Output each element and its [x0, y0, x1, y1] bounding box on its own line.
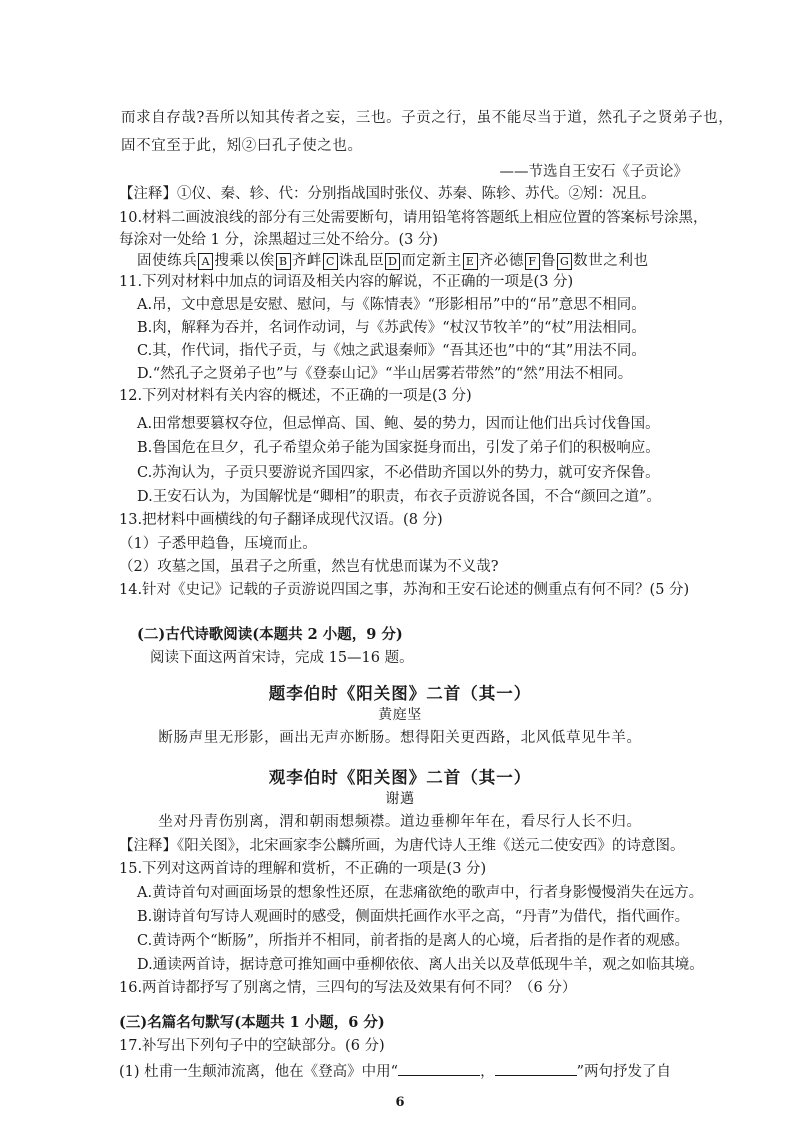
q15-option-c: C.黄诗两个“断肠”，所指并不相同，前者指的是离人的心境，后者指的是作者的观感。 — [137, 933, 690, 949]
q17-stem: 17.补写出下列句子中的空缺部分。(6 分) — [119, 1038, 385, 1054]
q12-stem: 12.下列对材料有关内容的概述，不正确的一项是(3 分) — [119, 388, 472, 404]
q15-option-b: B.谢诗首句写诗人观画时的感受，侧面烘托画作水平之高，“丹青”为借代，指代画作。 — [137, 909, 690, 925]
q10-segment-4: 诛乱臣 — [339, 253, 385, 269]
q10-segment-8: 数世之利也 — [573, 253, 649, 269]
note-1: 【注释】①仪、秦、轸、代：分别指战国时张仪、苏秦、陈轸、苏代。②矧：况且。 — [119, 186, 656, 202]
q10-segment-6: 齐必德 — [478, 253, 525, 269]
poem-1-title: 题李伯时《阳关图》二首（其一） — [268, 684, 532, 703]
q17-blank-1[interactable] — [398, 1061, 480, 1076]
page-number: 6 — [395, 1095, 405, 1110]
passage-line-2: 固不宜至于此，矧②曰孔子使之也。 — [121, 138, 363, 154]
section-3-heading: (三)名篇名句默写(本题共 1 小题，6 分) — [119, 1014, 385, 1031]
q17-item-1-start: (1) 杜甫一生颠沛流离，他在《登高》中用“ — [119, 1064, 399, 1080]
q15-option-d: D.通读两首诗，据诗意可推知画中垂柳依依、离人出关以及草低现牛羊，观之如临其境。 — [137, 957, 704, 973]
q11-option-c: C.其，作代词，指代子贡，与《烛之武退秦师》“吾其还也”中的“其”用法不同。 — [137, 343, 646, 359]
q12-option-b: B.鲁国危在旦夕，孔子希望众弟子能为国家挺身而出，引发了弟子们的积极响应。 — [137, 440, 660, 456]
q10-mark-a[interactable]: A — [198, 253, 213, 270]
q10-stem-line-1: 10.材料二画波浪线的部分有三处需要断句，请用铅笔将答题纸上相应位置的答案标号涂黑， — [119, 210, 708, 226]
q12-option-d: D.王安石认为，为国解忧是“卿相”的职责，布衣子贡游说各国，不合“颜回之道”。 — [137, 489, 661, 505]
q10-segment-7: 鲁 — [541, 253, 557, 269]
poem-2-author: 谢邁 — [385, 791, 415, 807]
q13-item-1: （1）子悉甲趋鲁，压境而止。 — [119, 536, 317, 552]
q10-mark-g[interactable]: G — [557, 253, 572, 270]
poem-1-author: 黄庭坚 — [378, 707, 422, 723]
q17-item-1-end: ”两句抒发了自 — [576, 1064, 671, 1080]
q17-blank-2[interactable] — [495, 1061, 577, 1076]
q10-segment-5: 而定新主 — [401, 253, 462, 269]
q10-segment-3: 齐衅 — [291, 253, 323, 269]
passage-source: ——节选自王安石《子贡论》 — [499, 164, 688, 180]
q17-item-1-separator: ， — [480, 1064, 495, 1080]
q15-stem: 15.下列对这两首诗的理解和赏析，不正确的一项是(3 分) — [119, 861, 487, 877]
q13-stem: 13.把材料中画横线的句子翻译成现代汉语。(8 分) — [119, 512, 443, 528]
q10-mark-f[interactable]: F — [525, 253, 540, 270]
q10-segment-1: 固使练兵 — [137, 253, 198, 269]
q16-stem: 16.两首诗都抒写了别离之情，三四句的写法及效果有何不同？（6 分） — [119, 980, 577, 996]
q14-stem: 14.针对《史记》记载的子贡游说四国之事，苏洵和王安石论述的侧重点有何不同？(5 分) — [119, 582, 690, 598]
q10-segmentation-line — [137, 251, 649, 271]
section-2-intro: 阅读下面这两首宋诗，完成 15—16 题。 — [150, 650, 414, 666]
poem-2-text: 坐对丹青伤别离，渭和朝雨想频襟。道边垂柳年年在，看尽行人长不归。 — [158, 814, 642, 830]
q10-segment-2: 搜乘以俟 — [214, 253, 275, 269]
q10-mark-d[interactable]: D — [385, 253, 400, 270]
q11-stem: 11.下列对材料中加点的词语及相关内容的解说，不正确的一项是(3 分) — [119, 274, 574, 290]
q17-item-1 — [119, 1061, 671, 1082]
passage-line-1: 而求自存哉?吾所以知其传者之妄，三也。子贡之行，虽不能尽当于道，然孔子之贤弟子也， — [121, 110, 734, 126]
q12-option-c: C.苏洵认为，子贡只要游说齐国四家，不必借助齐国以外的势力，就可安齐保鲁。 — [137, 465, 660, 481]
q15-option-a: A.黄诗首句对画面场景的想象性还原，在悲痛欲绝的歌声中，行者身影慢慢消失在远方。 — [137, 885, 704, 901]
poem-2-title: 观李伯时《阳关图》二首（其一） — [268, 768, 532, 787]
q13-item-2: （2）攻墓之国，虽君子之所重，然岂有忧患而谋为不义哉? — [119, 559, 499, 575]
q10-mark-c[interactable]: C — [323, 253, 338, 270]
poem-1-text: 断肠声里无形影，画出无声亦断肠。想得阳关更西路，北风低草见牛羊。 — [158, 730, 642, 746]
q12-option-a: A.田常想要篡权夺位，但忌惮高、国、鲍、晏的势力，因而让他们出兵讨伐鲁国。 — [137, 416, 660, 432]
q10-mark-e[interactable]: E — [463, 253, 478, 270]
section-2-heading: (二)古代诗歌阅读(本题共 2 小题，9 分) — [137, 626, 403, 643]
q11-option-d: D.“然孔子之贤弟子也”与《登泰山记》“半山居雾若带然”的“然”用法不相同。 — [137, 366, 633, 382]
q11-option-b: B.肉，解释为吞并，名词作动词，与《苏武传》“杖汉节牧羊”的“杖”用法相同。 — [137, 320, 646, 336]
q10-mark-b[interactable]: B — [276, 253, 291, 270]
q11-option-a: A.吊，文中意思是安慰、慰问，与《陈情表》“形影相吊”中的“吊”意思不相同。 — [137, 297, 646, 313]
note-2: 【注释】《阳关图》，北宋画家李公麟所画，为唐代诗人王维《送元二使安西》的诗意图。 — [119, 838, 685, 854]
q10-stem-line-2: 每涂对一处给 1 分，涂黑超过三处不给分。(3 分) — [119, 232, 439, 248]
